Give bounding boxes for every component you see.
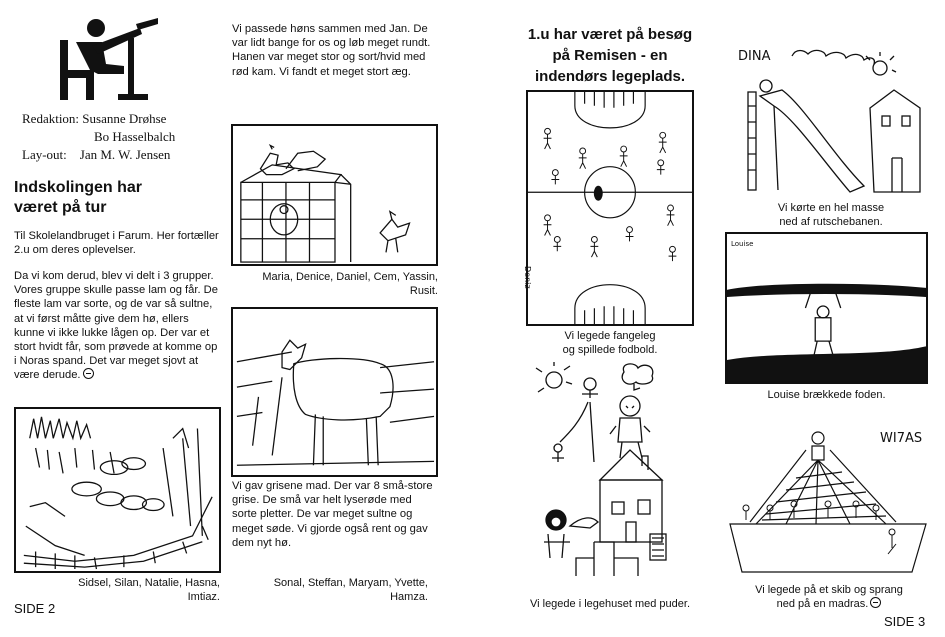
pigs-text: Vi gav grisene mad. Der var 8 små-store grise. De små var helt lyserøde med sorte pletter. De var meget sultne og meget søde. Vi gjorde også rent og gav dem nyt hø. — [232, 480, 433, 549]
logo-icon — [52, 14, 160, 104]
louise-signature: Louise — [731, 240, 754, 248]
chickens-caption: Maria, Denice, Daniel, Cem, Yassin, Rusit. — [262, 271, 438, 297]
deniz-signature: Deniz — [523, 266, 532, 289]
editor-name-1: Susanne Drøhse — [82, 111, 167, 126]
page-number-right: SIDE 3 — [884, 614, 926, 629]
foot-caption: Louise brækkede foden. — [767, 389, 886, 401]
layout-name: Jan M. W. Jensen — [79, 147, 171, 162]
wifas-signature: WI7AS — [880, 431, 923, 446]
article-intro: Til Skolelandbruget i Farum. Her fortæller 2.u om deres oplevelser. — [14, 230, 219, 257]
smiley-icon — [870, 597, 881, 608]
foot-drawing — [725, 232, 928, 384]
playhouse-caption: Vi legede i legehuset med puder. — [529, 598, 691, 610]
sheep-drawing — [14, 407, 221, 573]
smiley-icon — [83, 368, 94, 379]
playhouse-drawing — [530, 362, 700, 594]
article-title: Indskolingen har været på tur — [14, 179, 143, 216]
ship-drawing — [726, 424, 932, 576]
editor-label: Redaktion: — [22, 111, 80, 126]
chickens-text: Vi passede høns sammen med Jan. De var lidt bange for os og løb meget rundt. Hanen var meget stor og sort/hvid med rød kam. Vi fandt et meget stort æg. — [232, 23, 431, 78]
pig-drawing — [231, 307, 438, 477]
dina-signature: DINA — [738, 49, 771, 64]
sheep-caption: Sidsel, Silan, Natalie, Hasna, Imtiaz. — [78, 577, 220, 603]
chickens-drawing — [231, 124, 438, 266]
pigs-caption: Sonal, Steffan, Maryam, Yvette, Hamza. — [273, 577, 428, 603]
editor-name-2: Bo Hasselbalch — [94, 129, 176, 144]
article-story: Da vi kom derud, blev vi delt i 3 grupper. Vores gruppe skulle passe lam og får. De fleste lam var sorte, og de var så sultne, at vi først måtte give dem hø, ellers kunne vi ikke lukke lågen op. Der var et stort hvidt får, som prøvede at komme op i Noras spand. Det var meget sjovt at være derude. — [14, 270, 218, 382]
layout-label: Lay-out: — [22, 147, 67, 162]
ship-caption: Vi legede på et skib og sprang ned på en madras. — [755, 584, 903, 610]
football-drawing — [523, 90, 694, 326]
page-number-left: SIDE 2 — [14, 601, 56, 616]
slide-caption: Vi kørte en hel masse ned af rutschebanen. — [777, 202, 885, 228]
right-page-title: 1.u har været på besøg på Remisen - en indendørs legeplads. — [527, 26, 693, 85]
football-caption: Vi legede fangeleg og spillede fodbold. — [562, 330, 658, 356]
slide-drawing — [734, 46, 928, 194]
